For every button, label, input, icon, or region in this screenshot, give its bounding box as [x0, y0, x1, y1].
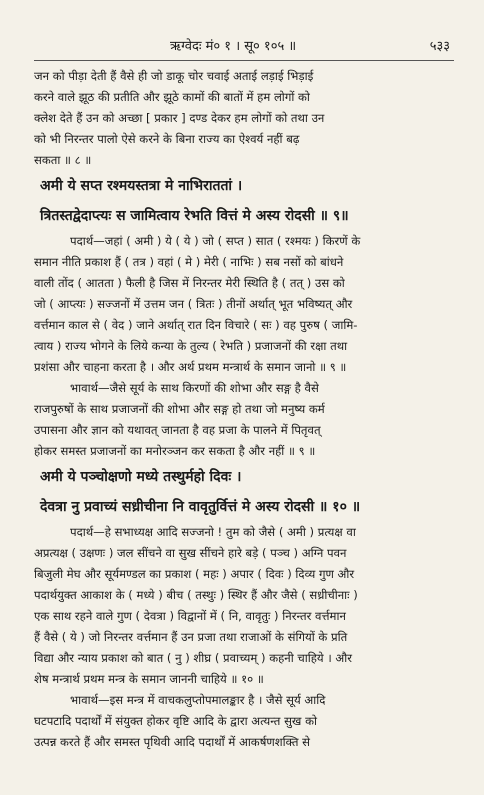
text-line: होकर समस्त प्रजाजनों का मनोरञ्जन कर सकता है और नहीं ॥ ९ ॥ — [34, 444, 316, 458]
bhavartha-10 — [34, 690, 454, 753]
page-body — [34, 66, 454, 753]
text-line: राजपुरुषों के साथ प्रजाजनों की शोभा और सङ्ग हो तथा जो मनुष्य कर्म — [34, 402, 325, 416]
text-line: हैं वैसे ( ये ) जो निरन्तर वर्त्तमान हैं उन प्रजा तथा राजाओं के संगियों के प्रति — [34, 630, 348, 644]
padartha-10 — [34, 522, 454, 690]
paragraph-continuation — [34, 66, 454, 171]
mantra-line: देवत्रा नु प्रवाच्यं सध्रीचीना नि वावृतुर्वित्तं मे अस्य रोदसी ॥ १० ॥ — [40, 499, 361, 515]
text-line: उत्पन्न करते हैं और समस्त पृथिवी आदि पदार्थों में आकर्षणशक्ति से — [34, 735, 311, 749]
text-line: शेष मन्त्रार्थ प्रथम मन्त्र के समान जाननी चाहिये ॥ १० ॥ — [34, 672, 264, 686]
mantra-line: अमी ये पञ्चोक्षणो मध्ये तस्थुर्महो दिवः । — [40, 469, 242, 485]
text-line: जन को पीड़ा देती हैं वैसे ही जो डाकू चोर चवाई अताई लड़ाई भिड़ाई — [34, 69, 314, 83]
page-header — [0, 36, 484, 60]
text-line: करने वाले झूठ की प्रतीति और झूठे कामों की बातों में हम लोगों को — [34, 90, 310, 104]
text-line: वाली तोंद ( आतता ) फैली है जिस में निरन्तर मेरी स्थिति है ( तत् ) उस को — [34, 276, 345, 290]
bhavartha-9 — [34, 378, 454, 462]
page-number: ५३३ — [429, 39, 450, 54]
text-line: एक साथ रहने वाले गुण ( देवत्रा ) विद्वानों में ( नि, वावृतुः ) निरन्तर वर्त्तमान — [34, 609, 346, 623]
text-line: वर्त्तमान काल से ( वेद ) जाने अर्थात् रात दिन विचारे ( सः ) वह पुरुष ( जामि- — [34, 318, 358, 332]
text-line: पदार्थ—जहां ( अमी ) ये ( ये ) जो ( सप्त ) सात ( रश्मयः ) किरणें के — [70, 234, 361, 248]
text-line: प्रशंसा और चाहना करता है । और अर्थ प्रथम मन्त्रार्थ के समान जानो ॥ ९ ॥ — [34, 360, 347, 374]
text-line: को भी निरन्तर पालो ऐसे करने के बिना राज्य का ऐश्वर्य नहीं बढ़ — [34, 132, 300, 146]
padartha-9 — [34, 231, 454, 378]
text-line: सकता ॥ ८ ॥ — [34, 153, 92, 167]
text-line: बिजुली मेघ और सूर्यमण्डल का प्रकाश ( महः ) अपार ( दिवः ) दिव्य गुण और — [34, 567, 355, 581]
mantra-9 — [34, 171, 454, 231]
text-line: पदार्थ—हे सभाध्यक्ष आदि सज्जनो ! तुम को जैसे ( अमी ) प्रत्यक्ष वा — [70, 525, 356, 539]
mantra-10 — [34, 462, 454, 522]
text-line: जो ( आप्त्यः ) सज्जनों में उत्तम जन ( त्रितः ) तीनों अर्थात् भूत भविष्यत् और — [34, 297, 353, 311]
text-line: क्लेश देते हैं उन को अच्छा [ प्रकार ] दण्ड देकर हम लोगों को तथा उन — [34, 111, 325, 125]
text-line: पदार्थयुक्त आकाश के ( मध्ये ) बीच ( तस्थुः ) स्थिर हैं और जैसे ( सध्रीचीनाः ) — [34, 588, 358, 602]
mantra-line: त्रितस्तद्वेदाप्त्यः स जामित्वाय रेभति वित्तं मे अस्य रोदसी ॥ ९॥ — [40, 208, 349, 224]
header-rule — [34, 60, 454, 61]
mantra-line: अमी ये सप्त रश्मयस्तत्रा मे नाभिराततां । — [40, 178, 243, 194]
text-line: अप्रत्यक्ष ( उक्षणः ) जल सींचने वा सुख सींचने हारे बड़े ( पञ्च ) अग्नि पवन — [34, 546, 347, 560]
text-line: विद्या और न्याय प्रकाश को बात ( नु ) शीघ्र ( प्रवाच्यम् ) कहनी चाहिये । और — [34, 651, 353, 665]
text-line: त्वाय ) राज्य भोगने के लिये कन्या के तुल्य ( रेभति ) प्रजाजनों की रक्षा तथा — [34, 339, 348, 353]
text-line: उपासना और ज्ञान को यथावत् जानता है वह प्रजा के पालने में पितृवत् — [34, 423, 321, 437]
text-line: घटपटादि पदार्थों में संयुक्त होकर वृष्टि आदि के द्वारा अत्यन्त सुख को — [34, 714, 317, 728]
text-line: भावार्थ—जैसे सूर्य के साथ किरणों की शोभा और सङ्ग है वैसे — [70, 381, 319, 395]
text-line: समान नीति प्रकाश हैं ( तत्र ) वहां ( मे ) मेरी ( नाभिः ) सब नसों को बांधने — [34, 255, 344, 269]
header-reference: ऋग्वेदः मं० १ । सू० १०५ ॥ — [170, 39, 297, 54]
text-line: भावार्थ—इस मन्त्र में वाचकलुप्तोपमालङ्कार है । जैसे सूर्य आदि — [70, 693, 326, 707]
